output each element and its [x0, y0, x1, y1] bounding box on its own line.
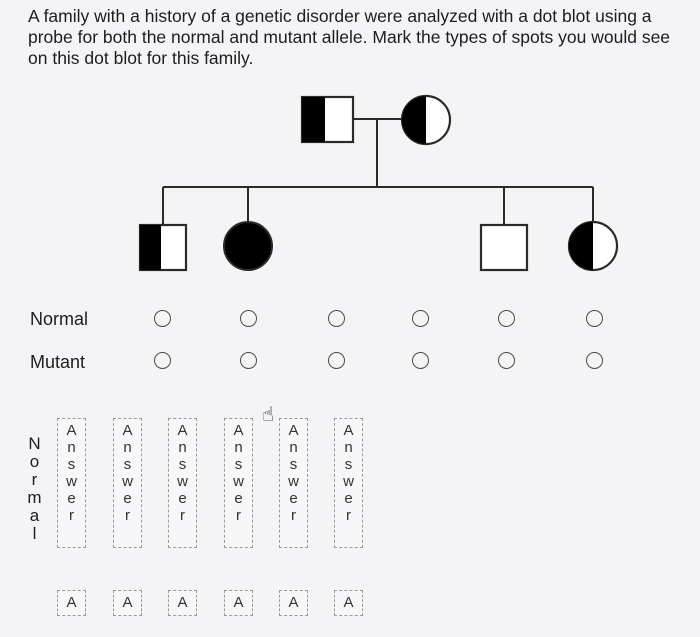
normal-radio-3[interactable]	[328, 310, 345, 327]
normal-radio-2[interactable]	[240, 310, 257, 327]
mother-carrier-circle-icon	[402, 96, 450, 144]
mutant-radio-6[interactable]	[586, 352, 603, 369]
son-unaffected-square-icon	[481, 225, 527, 270]
normal-row-label: Normal	[30, 309, 89, 329]
normal-radio-1[interactable]	[154, 310, 171, 327]
father-carrier-square-icon	[302, 97, 353, 142]
answer-box-4[interactable]: Answer	[224, 418, 253, 548]
normal-radio-5[interactable]	[498, 310, 515, 327]
mutant-radio-2[interactable]	[240, 352, 257, 369]
mutant-radio-3[interactable]	[328, 352, 345, 369]
answer-box-12[interactable]: A	[334, 590, 363, 616]
answer-box-10[interactable]: A	[224, 590, 253, 616]
answer-box-3[interactable]: Answer	[168, 418, 197, 548]
question-text: A family with a history of a genetic disorder were analyzed with a dot blot using a probe for both the normal and mutant allele. Mark the types of spots you would see on this dot blot for this family.	[28, 6, 671, 68]
answer-box-5[interactable]: Answer	[279, 418, 308, 548]
answer-box-8[interactable]: A	[113, 590, 142, 616]
normal-radio-6[interactable]	[586, 310, 603, 327]
pedigree-chart	[0, 0, 700, 300]
normal-radio-4[interactable]	[412, 310, 429, 327]
daughter-affected-circle-icon	[224, 222, 272, 270]
mutant-radio-1[interactable]	[154, 352, 171, 369]
mutant-row-label: Mutant	[30, 352, 86, 372]
answer-box-2[interactable]: Answer	[113, 418, 142, 548]
answer-box-11[interactable]: A	[279, 590, 308, 616]
answer-box-1[interactable]: Answer	[57, 418, 86, 548]
hand-cursor-icon: ☝	[262, 404, 275, 426]
answer-box-6[interactable]: Answer	[334, 418, 363, 548]
vertical-normal-label: Normal	[25, 434, 44, 542]
mutant-radio-4[interactable]	[412, 352, 429, 369]
daughter-carrier-circle-icon	[569, 222, 617, 270]
answer-box-9[interactable]: A	[168, 590, 197, 616]
mutant-radio-5[interactable]	[498, 352, 515, 369]
answer-box-7[interactable]: A	[57, 590, 86, 616]
son-carrier-square-icon	[140, 225, 186, 270]
